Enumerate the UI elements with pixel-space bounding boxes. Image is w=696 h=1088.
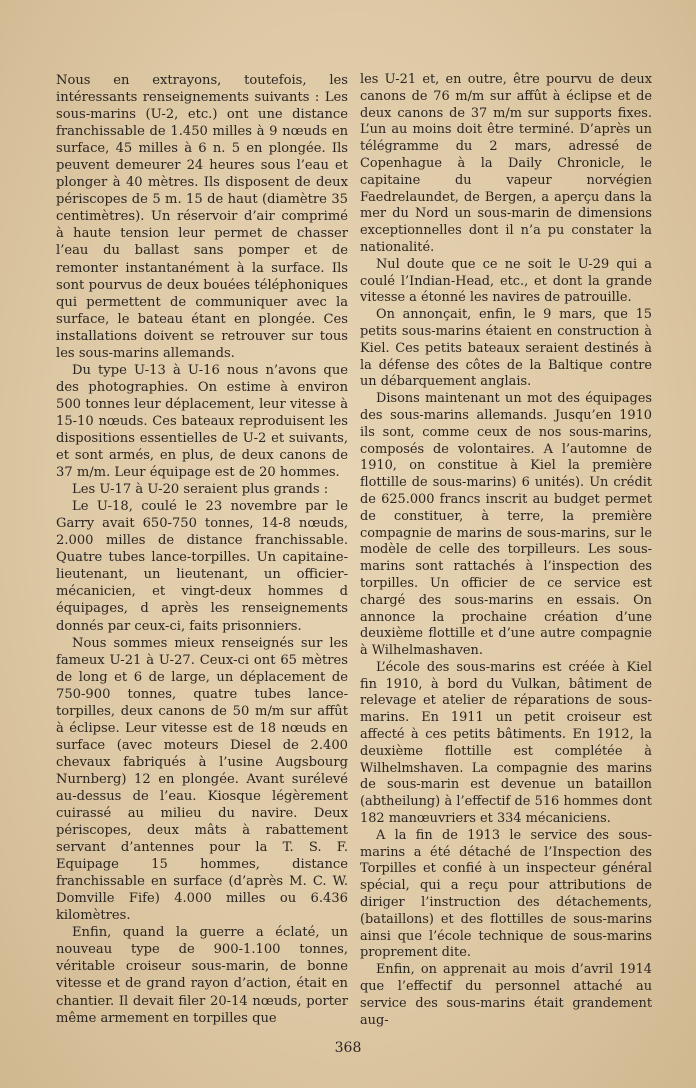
paragraph: A la fin de 1913 le service des sous-marins a été détaché de l’Inspection des Torpilles et confié à un inspecteur général spécial, qui a reçu pour attributions de diriger l’instruction des détachements, (bataillons) et des flottilles de sous-marins ainsi que l’école technique de sous-marins proprement dite. [360, 827, 652, 961]
paragraph: L’école des sous-marins est créée à Kiel fin 1910, à bord du Vulkan, bâtiment de relevage et atelier de réparations de sous-marins. En 1911 un petit croiseur est affecté à ces petits bâtiments. En 1912, la deuxième flottille est complétée à Wilhelmshaven. La compagnie des marins de sous-marin est devenue un bataillon (abtheilung) à l’effectif de 516 hommes dont 182 manœuvriers et 334 mécaniciens. [360, 659, 652, 827]
paragraph: Disons maintenant un mot des équipages des sous-marins allemands. Jusqu’en 1910 ils sont, comme ceux de nos sous-marins, composés de volontaires. A l’automne de 1910, on constitue à Kiel la première flottille de sous-marins) 6 unités). Un crédit de 625.000 francs inscrit au budget permet de constituer, à terre, la première compagnie de marins de sous-marins, sur le modèle de celle des torpilleurs. Les sous-marins sont rattachés à l’inspection des torpilles. Un officier de ce service est chargé des sous-marins en essais. On annonce la prochaine création d’une deuxième flottille et d’une autre compagnie à Wilhelmashaven. [360, 391, 652, 659]
paragraph: Le U-18, coulé le 23 novembre par le Garry avait 650-750 tonnes, 14-8 nœuds, 2.000 milles de distance franchissable. Quatre tubes lance-torpilles. Un capitaine-lieutenant, un lieutenant, un officier-mécanicien, et vingt-deux hommes d équipages, d après les renseignements donnés par ceux-ci, faits prisonniers. [56, 499, 348, 634]
paragraph: On annonçait, enfin, le 9 mars, que 15 petits sous-marins étaient en construction à Kiel. Ces petits bateaux seraient destinés à la défense des côtes de la Baltique contre un débarquement anglais. [360, 307, 652, 390]
paragraph: Enfin, on apprenait au mois d’avril 1914 que l’effectif du personnel attaché au service des sous-marins était grandement aug- [360, 962, 652, 1028]
paragraph: Nul doute que ce ne soit le U-29 qui a coulé l’Indian-Head, etc., et dont la grande vitesse a étonné les navires de patrouille. [360, 256, 652, 306]
paragraph: Les U-17 à U-20 seraient plus grands : [72, 482, 329, 498]
paragraph: Du type U-13 à U-16 nous n’avons que des photographies. On estime à environ 500 tonnes leur déplacement, leur vitesse à 15-10 nœuds. Ces bateaux reproduisent les dispositions essentielles de U-2 et suivants, et sont armés, en plus, de deux canons de 37 m/m. Leur équipage est de 20 hommes. [56, 362, 348, 481]
left-column [56, 72, 348, 1027]
paragraph: Nous sommes mieux renseignés sur les fameux U-21 à U-27. Ceux-ci ont 65 mètres de long et 6 de large, un déplacement de 750-900 tonnes, quatre tubes lance-torpilles, deux canons de 50 m/m sur affût à éclipse. Leur vitesse est de 18 nœuds en surface (avec moteurs Diesel de 2.400 chevaux fabriqués à l’usine Augsbourg Nurnberg) 12 en plongée. Avant surélevé au-dessus de l’eau. Kiosque légèrement cuirassé au milieu du navire. Deux périscopes, deux mâts à rabattement servant d’antennes pour la T. S. F. Equipage 15 hommes, distance franchissable en surface (d’après M. C. W. Domville Fife) 4.000 milles ou 6.436 kilomètres. [56, 635, 348, 924]
paragraph: les U-21 et, en outre, être pourvu de deux canons de 76 m/m sur affût à éclipse et de deux canons de 37 m/m sur supports fixes. L’un au moins doit être terminé. D’après un télégramme du 2 mars, adressé de Copenhague à la Daily Chronicle, le capitaine du vapeur norvégien Faedrelaundet, de Bergen, a aperçu dans la mer du Nord un sous-marin de dimensions exceptionnelles dont il n’a pu constater la nationalité. [360, 72, 652, 255]
paragraph: Enfin, quand la guerre a éclaté, un nouveau type de 900-1.100 tonnes, véritable croiseur sous-marin, de bonne vitesse et de grand rayon d’action, était en chantier. Il devait filer 20-14 nœuds, porter même armement en torpilles que [56, 925, 348, 1026]
page-number: 368 [334, 1040, 362, 1056]
right-column [360, 72, 652, 1029]
paragraph: Nous en extrayons, toutefois, les intéressants renseignements suivants : Les sous-marins (U-2, etc.) ont une distance franchissable de 1.450 milles à 9 nœuds en surface, 45 milles à 6 n. 5 en plongée. Ils peuvent demeurer 24 heures sous l’eau et plonger à 40 mètres. Ils disposent de deux périscopes de 5 m. 15 de haut (diamètre 35 centimètres). Un réservoir d’air comprimé à haute tension leur permet de chasser l’eau du ballast sans pomper et de remonter instantanément à la surface. Ils sont pourvus de deux bouées téléphoniques qui permettent de communiquer avec la surface, le bateau étant en plongée. Ces installations doivent se retrouver sur tous les sous-marins allemands. [56, 73, 348, 361]
